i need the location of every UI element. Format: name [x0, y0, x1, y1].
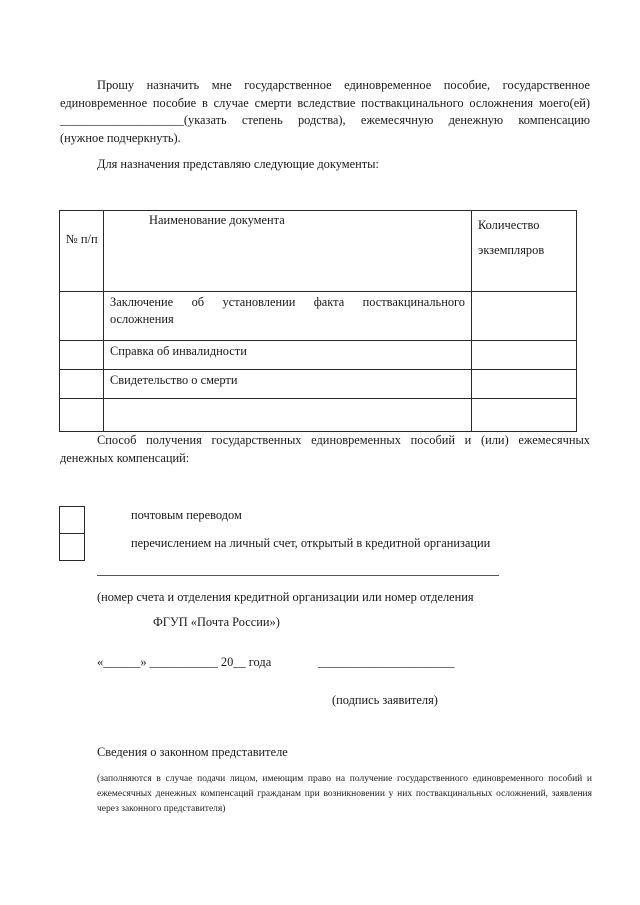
request-line-2: единовременное пособие в случае смерти вследствие поствакцинального осложнения моего(ей): [60, 95, 590, 110]
table-row: [60, 370, 577, 399]
request-line-1: Прошу назначить мне государственное единовременное пособие, государственное: [97, 78, 590, 92]
bank-account-label: перечислением на личный счет, открытый в кредитной организации: [131, 536, 491, 550]
request-line-3: ____________________(указать степень родства), ежемесячную денежную компенсацию: [60, 113, 590, 127]
account-number-line[interactable]: [97, 575, 499, 576]
postal-transfer-checkbox[interactable]: [59, 506, 85, 534]
documents-table: [59, 210, 577, 432]
row-document-name: Свидетельство о смерти: [104, 370, 472, 399]
method-line-1: Способ получения государственных единовременных пособий и (или) ежемесячных: [97, 433, 590, 447]
documents-intro: Для назначения представляю следующие документы:: [97, 157, 379, 171]
account-caption-line-1: (номер счета и отделения кредитной организации или номер отделения: [97, 590, 474, 604]
method-paragraph: [60, 432, 590, 467]
representative-note: (заполняются в случае подачи лицом, имеющим право на получение государственного единовременного пособий и ежемесячных денежных компенсаций гражданам при возникновении у них поствакцинальных осложнений, заявления через законного представителя): [97, 774, 592, 814]
date-field[interactable]: «______» ___________ 20__ года: [97, 655, 272, 669]
row-quantity-cell[interactable]: [472, 292, 577, 341]
row-number-cell[interactable]: [60, 341, 104, 370]
request-line-4: (нужное подчеркнуть).: [60, 130, 181, 145]
header-quantity: Количество экземпляров: [472, 211, 577, 292]
method-line-2: денежных компенсаций:: [60, 450, 190, 465]
row-number-cell[interactable]: [60, 399, 104, 432]
row-document-name: Справка об инвалидности: [104, 341, 472, 370]
row-document-name: Заключение об установлении факта поствакцинального осложнения: [104, 292, 472, 341]
row-number-cell[interactable]: [60, 292, 104, 341]
table-row: [60, 399, 577, 432]
table-row: [60, 341, 577, 370]
request-paragraph: [60, 77, 590, 147]
account-caption-line-2: ФГУП «Почта России»): [153, 615, 280, 629]
representative-title: Сведения о законном представителе: [97, 745, 288, 759]
row-quantity-cell[interactable]: [472, 399, 577, 432]
row-number-cell[interactable]: [60, 370, 104, 399]
header-number: № п/п: [60, 211, 104, 292]
signature-caption: (подпись заявителя): [332, 693, 438, 707]
row-quantity-cell[interactable]: [472, 341, 577, 370]
postal-transfer-label: почтовым переводом: [131, 508, 242, 522]
table-row: [60, 292, 577, 341]
header-document-name: Наименование документа: [104, 211, 472, 292]
row-quantity-cell[interactable]: [472, 370, 577, 399]
bank-account-checkbox[interactable]: [59, 533, 85, 561]
table-header-row: [60, 211, 577, 292]
row-document-name[interactable]: [104, 399, 472, 432]
signature-field[interactable]: ______________________: [318, 655, 455, 669]
